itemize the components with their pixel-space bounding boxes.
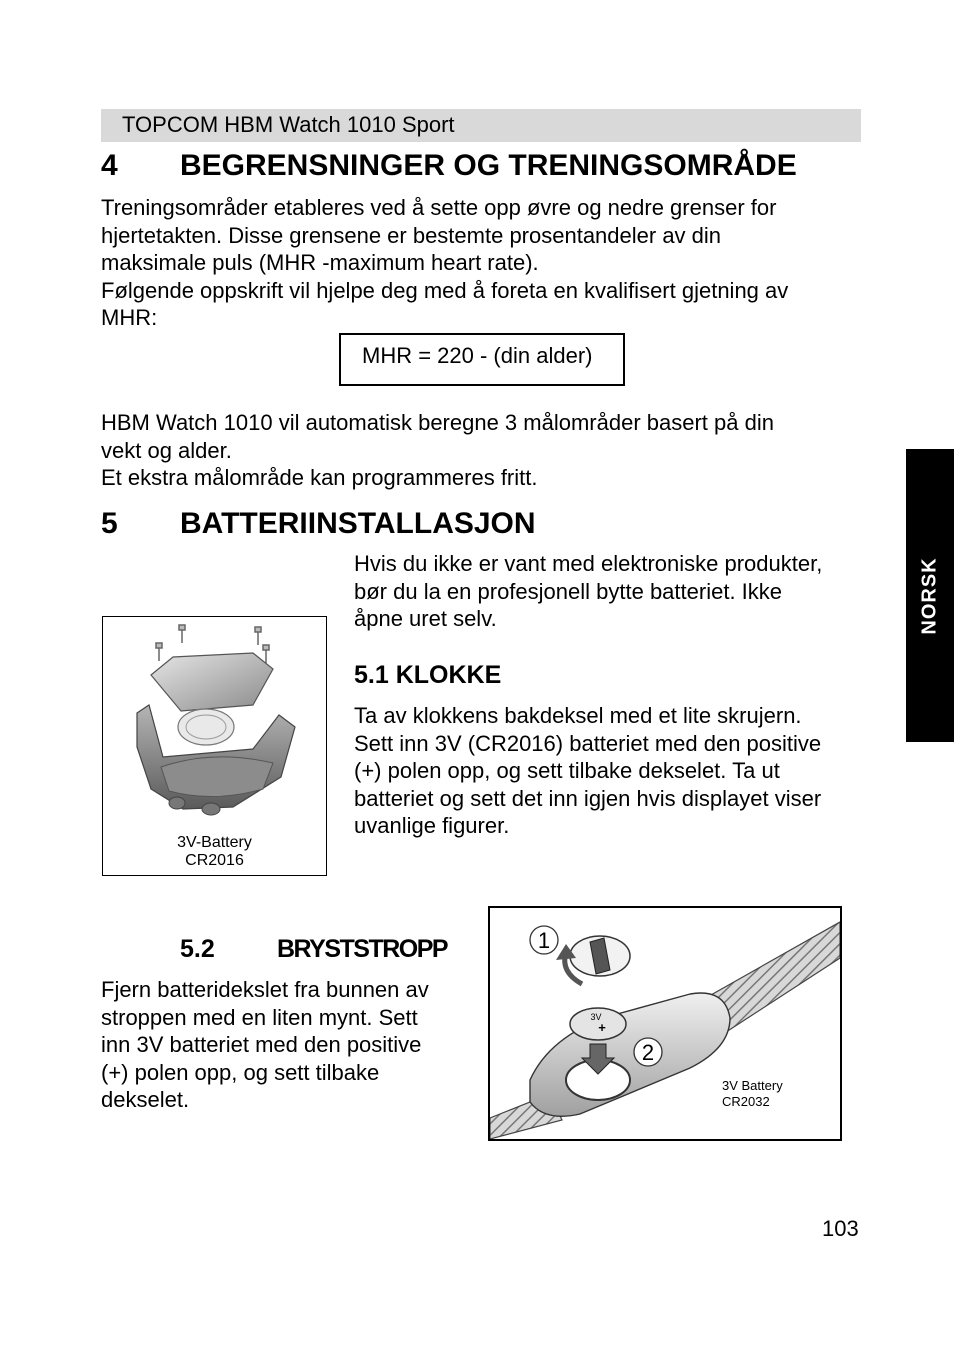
text-line: bør du la en profesjonell bytte batteriet. Ikke [354, 578, 783, 604]
chest-strap-illustration [490, 908, 840, 1139]
text-line: Ta av klokkens bakdeksel med et lite skrujern. [354, 703, 802, 728]
section-5-title: BATTERIINSTALLASJON [180, 507, 536, 540]
section-5-1-paragraph [354, 702, 864, 840]
strap-battery-caption-line1: 3V Battery [722, 1078, 783, 1093]
text-line: Følgende oppskrift vil hjelpe deg med å foreta en kvalifisert gjetning av [101, 277, 789, 303]
mhr-formula: MHR = 220 - (din alder) [362, 343, 593, 368]
section-4-title: BEGRENSNINGER OG TRENINGSOMRÅDE [180, 149, 797, 182]
text-line: hjertetakten. Disse grensene er bestemte prosentandeler av din [101, 222, 722, 248]
section-5-2-title: BRYSTSTROPP [277, 935, 448, 963]
watch-battery-figure [102, 616, 327, 876]
text-line: maksimale puls (MHR -maximum heart rate). [101, 250, 539, 275]
text-line: dekselet. [101, 1087, 190, 1112]
section-4-paragraph-a [101, 194, 861, 332]
section-5-1-title: 5.1 KLOKKE [354, 661, 502, 689]
text-line: stroppen med en liten mynt. Sett [101, 1004, 418, 1030]
text-line: Treningsområder etableres ved å sette opp øvre og nedre grenser for [101, 195, 777, 220]
strap-battery-caption-line2: CR2032 [722, 1094, 770, 1109]
document-header [101, 109, 861, 142]
text-line: batteriet og sett det inn igjen hvis displayet viser [354, 785, 822, 811]
section-4-number: 4 [101, 149, 118, 182]
watch-battery-caption-line1: 3V-Battery [177, 834, 252, 851]
section-5-2-paragraph [101, 976, 471, 1114]
document-header-title: TOPCOM HBM Watch 1010 Sport [122, 112, 455, 137]
page-number: 103 [822, 1216, 859, 1241]
section-5-number: 5 [101, 507, 118, 540]
text-line: Fjern batteridekslet fra bunnen av [101, 977, 429, 1002]
text-line: MHR: [101, 305, 158, 330]
section-4-heading [101, 148, 861, 184]
step-1-label: 1 [537, 928, 551, 953]
mhr-formula-box [339, 333, 625, 386]
text-line: (+) polen opp, og sett tilbake [101, 1059, 380, 1085]
watch-battery-caption-line2: CR2016 [185, 852, 244, 869]
text-line: Hvis du ikke er vant med elektroniske produkter, [354, 551, 823, 576]
text-line: vekt og alder. [101, 437, 232, 463]
step-2-label: 2 [641, 1040, 655, 1065]
text-line: Sett inn 3V (CR2016) batteriet med den positive [354, 730, 822, 756]
watch-back-illustration [103, 617, 325, 832]
text-line: åpne uret selv. [354, 606, 497, 631]
text-line: Et ekstra målområde kan programmeres fritt. [101, 465, 538, 490]
section-5-intro [354, 550, 864, 633]
text-line: inn 3V batteriet med den positive [101, 1032, 422, 1057]
language-side-tab [906, 449, 954, 742]
language-side-tab-label: NORSK [918, 556, 941, 635]
text-line: (+) polen opp, og sett tilbake dekselet. Ta ut [354, 758, 780, 783]
battery-voltage-label: 3V [590, 1012, 602, 1022]
text-line: uvanlige figurer. [354, 813, 510, 838]
section-4-paragraph-b [101, 409, 861, 492]
section-5-2-number: 5.2 [180, 935, 215, 963]
section-5-heading [101, 506, 861, 542]
text-line: HBM Watch 1010 vil automatisk beregne 3 målområder basert på din [101, 410, 774, 435]
chest-strap-battery-figure [488, 906, 842, 1141]
battery-plus-sign: + [598, 1020, 606, 1035]
